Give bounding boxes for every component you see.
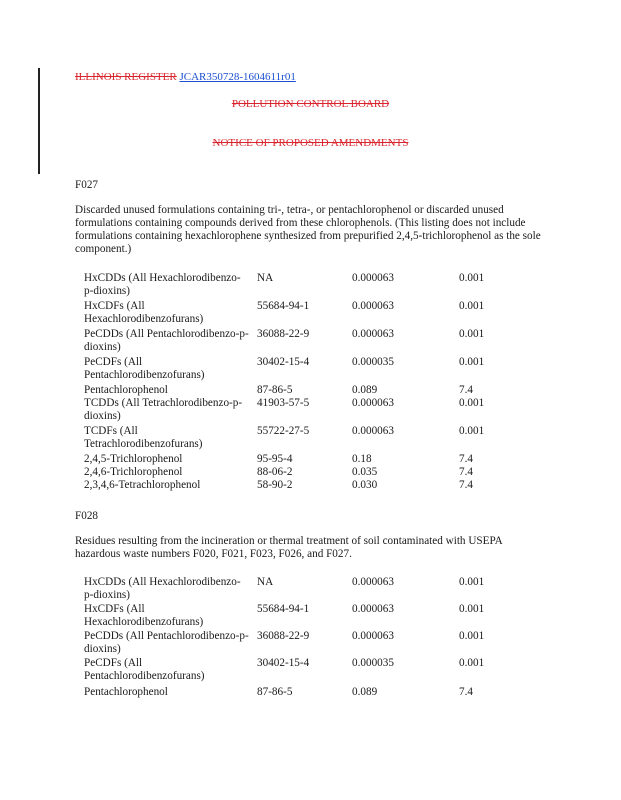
- constituent-name: HxCDDs (All Hexachlorodibenzo-p-dioxins): [84, 272, 241, 297]
- section-code-f027: F027: [75, 179, 99, 191]
- wastewater-value: 0.18: [352, 453, 372, 465]
- change-bar: [38, 68, 40, 174]
- table-row: [0, 384, 621, 397]
- section-description-f028: Residues resulting from the incineration or thermal treatment of soil contaminated with USEPA hazardous waste numbers F020, F021, F023, F026, and F027.: [75, 535, 503, 560]
- table-row: [0, 328, 621, 356]
- constituent-name: HxCDFs (All Hexachlorodibenzofurans): [84, 603, 204, 628]
- table-row: [0, 425, 621, 453]
- table-row: [0, 479, 621, 492]
- struck-register-title: ILLINOIS REGISTER: [75, 71, 177, 83]
- constituent-name: 2,3,4,6-Tetrachlorophenol: [84, 479, 201, 491]
- table-row: [0, 630, 621, 658]
- nonwastewater-value: 0.001: [459, 576, 485, 588]
- nonwastewater-value: 0.001: [459, 328, 485, 340]
- constituent-name: Pentachlorophenol: [84, 384, 168, 396]
- nonwastewater-value: 7.4: [459, 686, 473, 698]
- constituent-name: Pentachlorophenol: [84, 686, 168, 698]
- cas-number: 87-86-5: [257, 384, 293, 396]
- constituent-name: HxCDFs (All Hexachlorodibenzofurans): [84, 300, 204, 325]
- constituent-name: PeCDDs (All Pentachlorodibenzo-p-dioxins): [84, 630, 249, 655]
- table-row: [0, 576, 621, 604]
- constituent-name: 2,4,6-Trichlorophenol: [84, 466, 183, 478]
- wastewater-value: 0.000063: [352, 425, 394, 437]
- table-row: [0, 466, 621, 479]
- constituent-name: PeCDFs (All Pentachlorodibenzofurans): [84, 356, 205, 381]
- wastewater-value: 0.000063: [352, 603, 394, 615]
- section-code-f028: F028: [75, 510, 99, 522]
- cas-number: 55684-94-1: [257, 300, 310, 312]
- table-row: [0, 272, 621, 300]
- wastewater-value: 0.000063: [352, 397, 394, 409]
- constituent-name: PeCDDs (All Pentachlorodibenzo-p-dioxins): [84, 328, 249, 353]
- cas-number: 58-90-2: [257, 479, 293, 491]
- cas-number: 55684-94-1: [257, 603, 310, 615]
- wastewater-value: 0.030: [352, 479, 378, 491]
- wastewater-value: 0.000063: [352, 576, 394, 588]
- cas-number: 30402-15-4: [257, 657, 310, 669]
- cas-number: 36088-22-9: [257, 630, 310, 642]
- wastewater-value: 0.000035: [352, 356, 394, 368]
- cas-number: 41903-57-5: [257, 397, 310, 409]
- nonwastewater-value: 7.4: [459, 453, 473, 465]
- nonwastewater-value: 0.001: [459, 356, 485, 368]
- nonwastewater-value: 7.4: [459, 466, 473, 478]
- nonwastewater-value: 0.001: [459, 630, 485, 642]
- nonwastewater-value: 7.4: [459, 479, 473, 491]
- constituent-name: 2,4,5-Trichlorophenol: [84, 453, 183, 465]
- cas-number: NA: [257, 272, 274, 284]
- section-description-f027: Discarded unused formulations containing tri-, tetra-, or pentachlorophenol or discarded unused formulations containing compounds derived from these chlorophenols. (This listing does not include formulations containing hexachlorophene synthesized from prepurified 2,4,5-trichlorophenol as the sole component.): [75, 204, 541, 255]
- constituent-name: TCDDs (All Tetrachlorodibenzo-p-dioxins): [84, 397, 243, 422]
- constituent-name: PeCDFs (All Pentachlorodibenzofurans): [84, 657, 205, 682]
- agency-title: POLLUTION CONTROL BOARD: [231, 98, 390, 110]
- constituent-name: HxCDDs (All Hexachlorodibenzo-p-dioxins): [84, 576, 241, 601]
- table-row: [0, 657, 621, 685]
- wastewater-value: 0.000063: [352, 328, 394, 340]
- wastewater-value: 0.000063: [352, 272, 394, 284]
- cas-number: 95-95-4: [257, 453, 293, 465]
- wastewater-value: 0.089: [352, 384, 378, 396]
- nonwastewater-value: 0.001: [459, 603, 485, 615]
- nonwastewater-value: 0.001: [459, 397, 485, 409]
- wastewater-value: 0.000063: [352, 630, 394, 642]
- constituent-name: TCDFs (All Tetrachlorodibenzofurans): [84, 425, 203, 450]
- nonwastewater-value: 0.001: [459, 272, 485, 284]
- nonwastewater-value: 0.001: [459, 657, 485, 669]
- table-row: [0, 453, 621, 466]
- cas-number: NA: [257, 576, 274, 588]
- nonwastewater-value: 7.4: [459, 384, 473, 396]
- cas-number: 88-06-2: [257, 466, 293, 478]
- register-header: [75, 71, 296, 84]
- table-row: [0, 356, 621, 384]
- table-row: [0, 300, 621, 328]
- table-row: [0, 603, 621, 631]
- cas-number: 55722-27-5: [257, 425, 310, 437]
- table-row: [0, 686, 621, 699]
- wastewater-value: 0.035: [352, 466, 378, 478]
- table-row: [0, 397, 621, 425]
- wastewater-value: 0.089: [352, 686, 378, 698]
- notice-title: NOTICE OF PROPOSED AMENDMENTS: [212, 137, 409, 149]
- cas-number: 36088-22-9: [257, 328, 310, 340]
- wastewater-value: 0.000035: [352, 657, 394, 669]
- cas-number: 87-86-5: [257, 686, 293, 698]
- nonwastewater-value: 0.001: [459, 300, 485, 312]
- nonwastewater-value: 0.001: [459, 425, 485, 437]
- cas-number: 30402-15-4: [257, 356, 310, 368]
- wastewater-value: 0.000063: [352, 300, 394, 312]
- inserted-jcar-id: JCAR350728-1604611r01: [179, 71, 296, 83]
